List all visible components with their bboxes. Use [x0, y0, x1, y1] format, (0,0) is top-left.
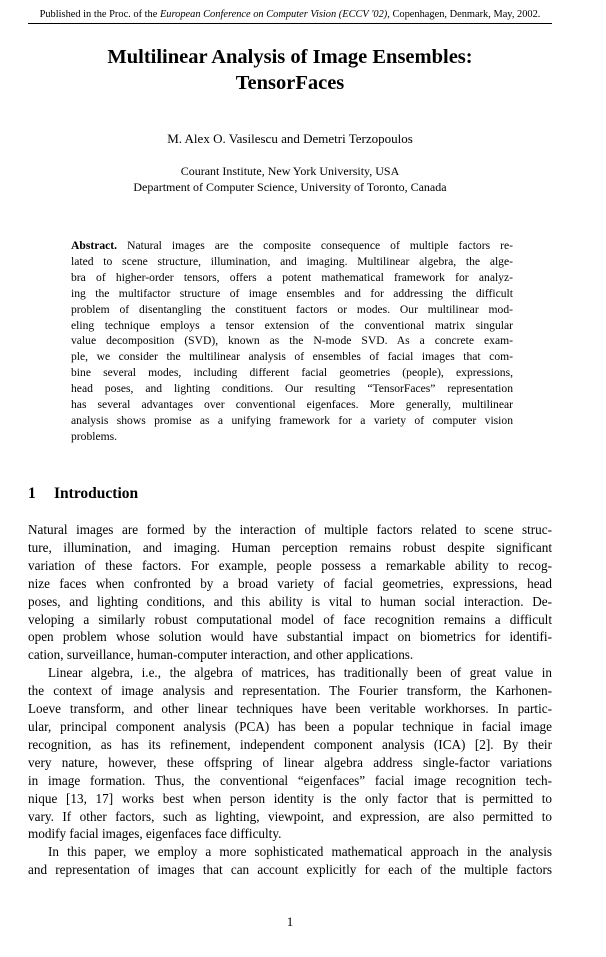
title-line-1: Multilinear Analysis of Image Ensembles: — [107, 46, 473, 68]
body-line: nize faces when confronted by a broad variety of facial geometries, expressions, head — [28, 575, 552, 591]
abstract-line: problems. — [71, 429, 118, 443]
body-line: and representation of images that can account explicitly for each of the multiple factors — [28, 862, 552, 878]
abstract-line: bine several modes, including different facial geometries (people), expressions, — [71, 366, 513, 380]
body-line: recognition, as has its refinement, independent component analysis (ICA) [2]. By their — [28, 736, 552, 752]
abstract-line: bra of higher-order tensors, offers a potent mathematical framework for analyz- — [71, 270, 513, 284]
abstract-line: head poses, and lighting conditions. Our resulting “TensorFaces” representation — [71, 382, 513, 396]
body-line: nique [13, 17] works best when person identity is the only factor that is permitted to — [28, 790, 552, 806]
body-line: in image formation. Thus, the conventional “eigenfaces” facial image recognition tech- — [28, 772, 552, 788]
abstract — [71, 238, 513, 445]
body-line: veloping a similarly robust computational model of face recognition remains a difficult — [28, 611, 552, 627]
section-number: 1 — [28, 485, 36, 502]
affiliation-2: Department of Computer Science, University of Toronto, Canada — [133, 180, 447, 194]
body-line: ture, illumination, and imaging. Human perception remains robust despite significant — [28, 539, 552, 555]
body-line: Linear algebra, i.e., the algebra of matrices, has traditionally been of great value in — [48, 665, 552, 681]
body-line: Natural images are formed by the interaction of multiple factors related to scene struc- — [28, 522, 552, 537]
header-prefix: Published in the Proc. of the — [39, 9, 160, 20]
body-line: Loeve transform, and other linear techniques have been veritable workhorses. In partic- — [28, 701, 552, 717]
affiliation-1: Courant Institute, New York University, USA — [180, 164, 400, 178]
body-text — [28, 521, 552, 879]
body-line: very nature, however, these offspring of linear algebra address single-factor variations — [28, 754, 552, 770]
body-line: vary. If other factors, such as lighting, viewpoint, and expression, are also permitted to — [28, 808, 552, 824]
abstract-line: Abstract. Natural images are the composite consequence of multiple factors re- — [71, 239, 513, 252]
header-suffix: , Copenhagen, Denmark, May, 2002. — [387, 9, 541, 20]
body-line: variation of these factors. For example, people possess a remarkable ability to recog- — [28, 557, 552, 573]
title-line-2: TensorFaces — [235, 72, 345, 94]
abstract-label: Abstract. — [71, 239, 118, 252]
body-line: open problem whose solution would have substantial impact on biometrics for identifi- — [28, 629, 552, 645]
abstract-line: has several advantages over conventional eigenfaces. More generally, multilinear — [71, 398, 513, 412]
section-heading — [28, 485, 138, 503]
author-list: M. Alex O. Vasilescu and Demetri Terzopoulos — [167, 131, 413, 146]
page-number: 1 — [286, 914, 294, 929]
header-venue: European Conference on Computer Vision (ECCV '02) — [159, 9, 388, 20]
abstract-line: value decomposition (SVD), known as the N-mode SVD. As a concrete exam- — [71, 334, 513, 348]
running-header — [28, 9, 552, 24]
body-line: In this paper, we employ a more sophisticated mathematical approach in the analysis — [48, 844, 552, 860]
body-line: poses, and lighting conditions, and this ability is vital to human social interaction. De- — [28, 593, 552, 609]
body-line: ular, principal component analysis (PCA) has been a popular technique in facial image — [28, 718, 552, 734]
section-title: Introduction — [54, 485, 139, 502]
abstract-line: problem of disentangling the constituent factors or modes. Our multilinear mod- — [71, 302, 513, 316]
affiliations — [28, 163, 552, 195]
body-line: modify facial images, eigenfaces face difficulty. — [28, 826, 282, 842]
body-line: cation, surveillance, human-computer interaction, and other applications. — [28, 647, 414, 663]
abstract-line: eling technique employs a tensor extension of the conventional matrix singular — [71, 318, 513, 332]
abstract-line: analysis shows promise as a unifying framework for a variety of computer vision — [71, 413, 513, 427]
paper-title — [28, 44, 552, 96]
abstract-line: ing the multifactor structure of image ensembles and for addressing the difficult — [71, 286, 513, 300]
abstract-line: ple, we consider the multilinear analysis of ensembles of facial images that com- — [71, 350, 513, 364]
abstract-line: lated to scene structure, illumination, and imaging. Multilinear algebra, the alge- — [71, 254, 513, 268]
body-line: the context of image analysis and representation. The Fourier transform, the Karhonen- — [28, 683, 552, 699]
